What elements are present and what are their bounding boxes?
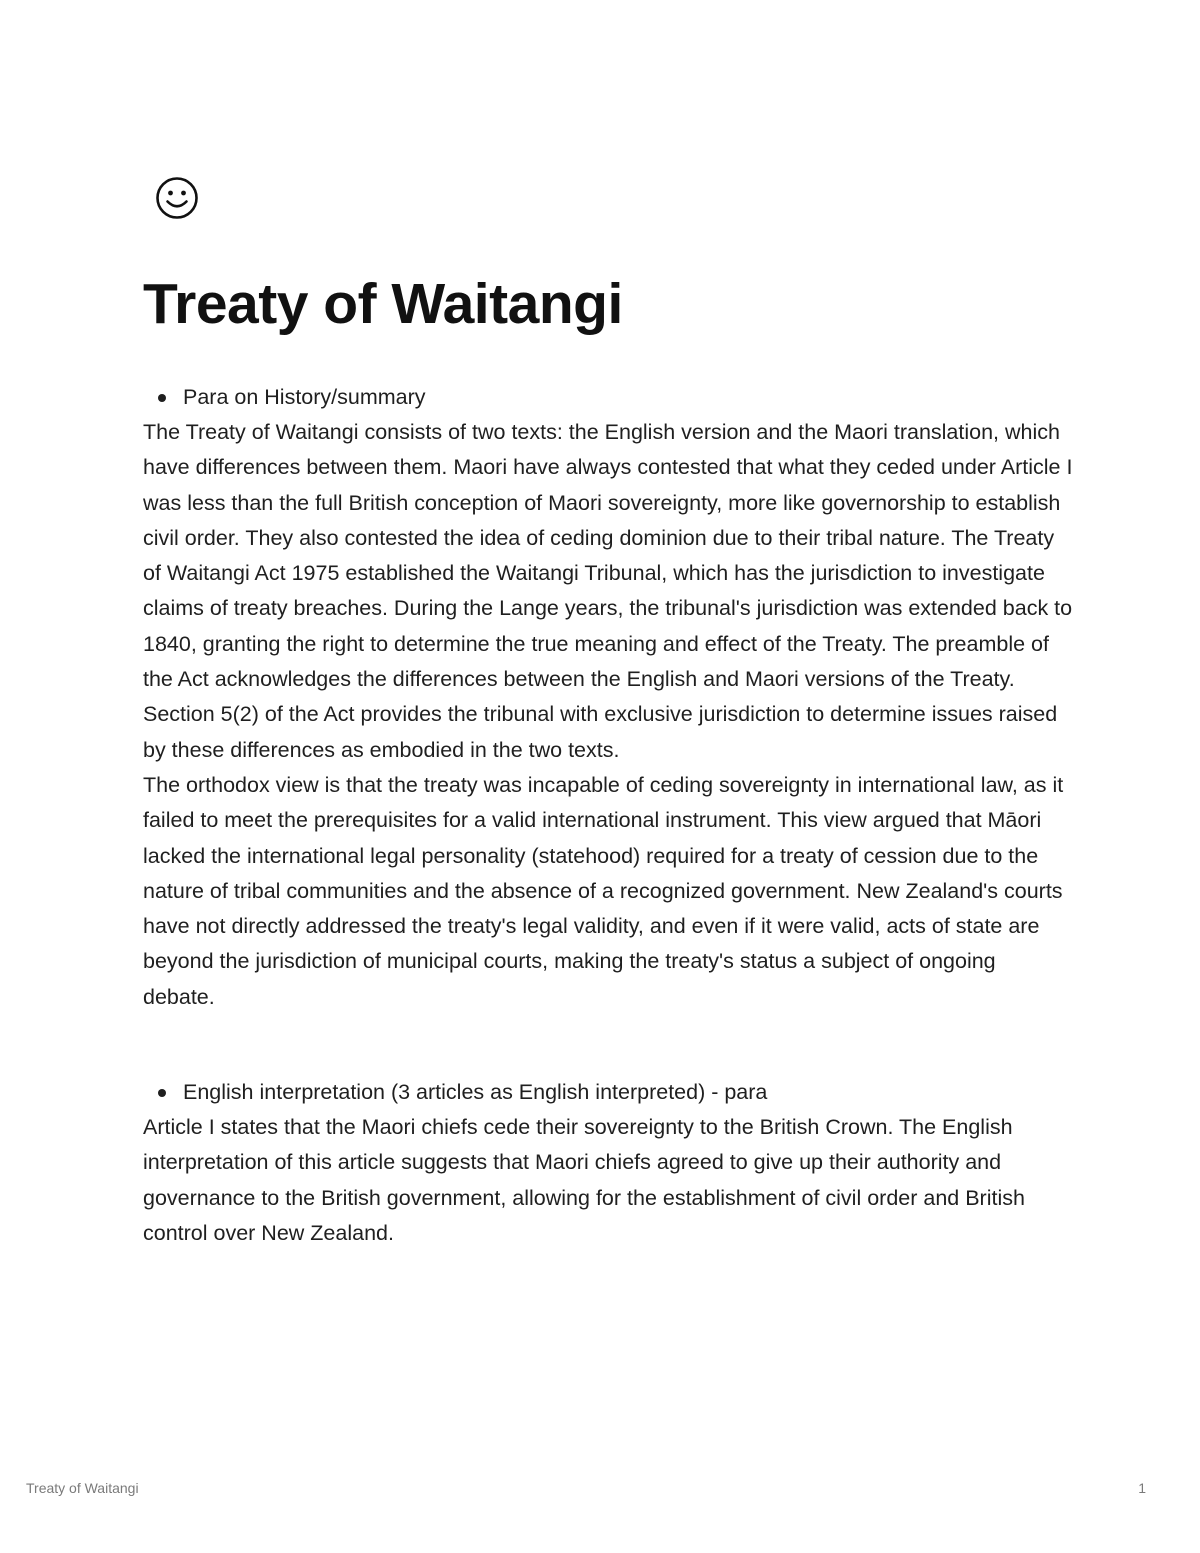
bullet-item-history-summary: Para on History/summary	[143, 380, 1073, 415]
document-content	[143, 176, 1073, 1251]
bullet-item-english-interpretation: English interpretation (3 articles as English interpreted) - para	[143, 1075, 1073, 1110]
orthodox-view-paragraph: The orthodox view is that the treaty was incapable of ceding sovereignty in international law, as it failed to meet the prerequisites for a valid international instrument. This view argued that Māori lacked the international legal personality (statehood) required for a treaty of cession due to the nature of tribal communities and the absence of a recognized government. New Zealand's courts have not directly addressed the treaty's legal validity, and even if it were valid, acts of state are beyond the jurisdiction of municipal courts, making the treaty's status a subject of ongoing debate.	[143, 772, 1064, 1009]
smiley-face-icon	[155, 176, 199, 220]
history-paragraph: The Treaty of Waitangi consists of two texts: the English version and the Maori translation, which have differences between them. Maori have always contested that what they ceded under Article I was less than the full British conception of Maori sovereignty, more like governorship to establish civil order. They also contested the idea of ceding dominion due to their tribal nature. The Treaty of Waitangi Act 1975 established the Waitangi Tribunal, which has the jurisdiction to investigate claims of treaty breaches. During the Lange years, the tribunal's jurisdiction was extended back to 1840, granting the right to determine the true meaning and effect of the Treaty. The preamble of the Act acknowledges the differences between the English and Maori versions of the Treaty. Section 5(2) of the Act provides the tribunal with exclusive jurisdiction to determine issues raised by these differences as embodied in the two texts.	[143, 420, 1073, 762]
page-title: Treaty of Waitangi	[143, 272, 623, 336]
article-one-paragraph: Article I states that the Maori chiefs cede their sovereignty to the British Crown. The English interpretation of this article suggests that Maori chiefs agreed to give up their authority and governance to the British government, allowing for the establishment of civil order and British control over New Zealand.	[143, 1115, 1025, 1245]
footer-document-title: Treaty of Waitangi	[26, 1480, 139, 1496]
footer-page-number: 1	[1138, 1480, 1146, 1496]
